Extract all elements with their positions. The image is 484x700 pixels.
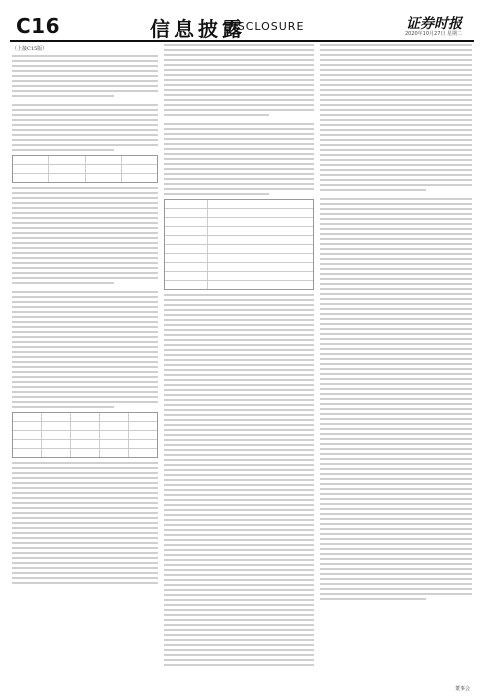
data-table [12, 412, 158, 458]
data-table [164, 199, 314, 290]
section-title-en: DISCLOSURE [224, 20, 305, 33]
page-number: C16 [16, 14, 61, 38]
column-1 [12, 44, 158, 680]
closing-signature: 董事会 [454, 686, 470, 692]
announcement-body [12, 44, 474, 684]
paper-logo: 证券时报 [406, 16, 462, 32]
data-table [12, 155, 158, 183]
column-2 [164, 44, 314, 680]
section-title: 信息披露 [150, 17, 246, 41]
masthead [10, 10, 474, 42]
continued-heading: （上接C15版） [12, 46, 48, 52]
issue-date: 2020年10月27日 星期二 [404, 31, 462, 37]
column-3 [320, 44, 472, 680]
